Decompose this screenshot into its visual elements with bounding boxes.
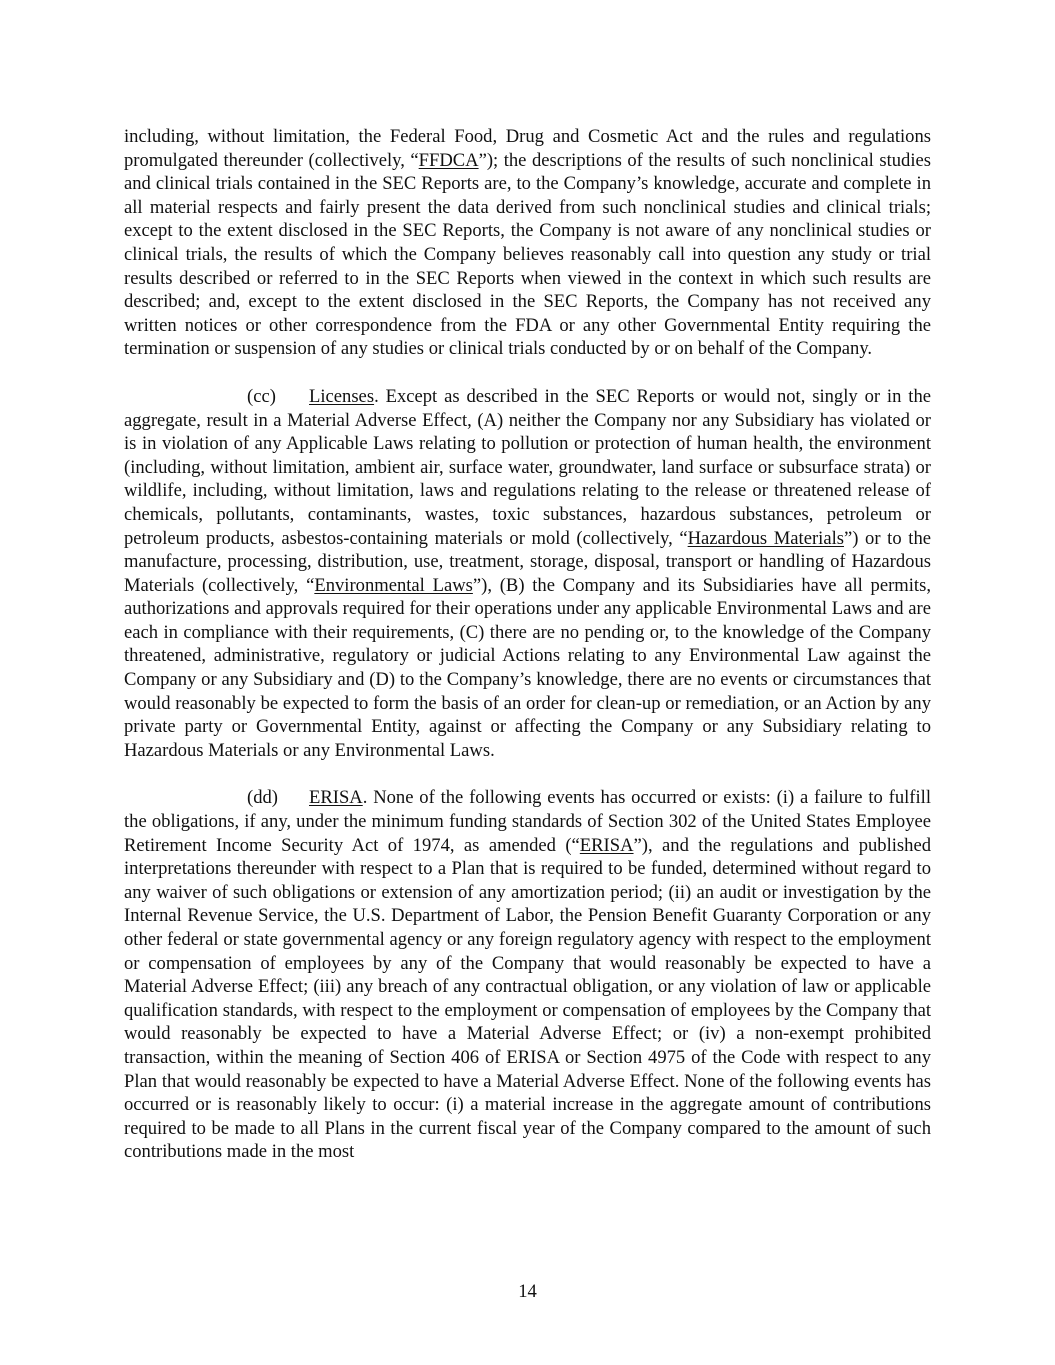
defined-term-hazardous-materials: Hazardous Materials bbox=[687, 527, 844, 549]
section-heading-licenses: Licenses bbox=[309, 385, 375, 407]
text-run: ”); the descriptions of the results of such nonclinical studies and clinical trials contained in the SEC Reports are, to the Company’s knowledge, accurate and complete in all material respects and fairly present the data derived from such nonclinical studies and clinical trials; except to the extent disclosed in the SEC Reports, the Company is not aware of any nonclinical studies or clinical trials, the results of which the Company believes reasonably call into question any study or trial results described or referred to in the SEC Reports when viewed in the context in which such results are described; and, except to the extent disclosed in the SEC Reports, the Company has not received any written notices or other correspondence from the FDA or any other Governmental Entity requiring the termination or suspension of any studies or clinical trials conducted by or on behalf of the Company. bbox=[124, 149, 931, 360]
text-run: ”) or to the manufacture, processing, distribution, use, treatment, storage, disposal, transport or handling of Hazardous Materials (collectively, “ bbox=[124, 527, 931, 596]
document-body bbox=[124, 125, 931, 1188]
paragraph-ffdca-continuation bbox=[124, 125, 931, 361]
paragraph-cc-licenses bbox=[124, 385, 931, 763]
page-number: 14 bbox=[518, 1281, 537, 1302]
section-heading-erisa: ERISA bbox=[309, 787, 363, 809]
text-run: . Except as described in the SEC Reports or would not, singly or in the aggregate, result in a Material Adverse Effect, (A) neither the Company nor any Subsidiary has violated or is in violation of any Applicable Laws relating to pollution or protection of human health, the environment (including, without limitation, ambient air, surface water, groundwater, land surface or subsurface strata) or wildlife, including, without limitation, laws and regulations relating to the release or threatened release of chemicals, pollutants, contaminants, wastes, toxic substances, hazardous substances, petroleum or petroleum products, asbestos-containing materials or mold (collectively, “ bbox=[124, 385, 931, 549]
defined-term-ffdca: FFDCA bbox=[418, 149, 479, 171]
defined-term-environmental-laws: Environmental Laws bbox=[314, 574, 473, 596]
text-run: ”), (B) the Company and its Subsidiaries have all permits, authorizations and approvals required for their operations under any applicable Environmental Laws and are each in compliance with their requirements, (C) there are no pending or, to the knowledge of the Company threatened, administrative, regulatory or judicial Actions relating to any Environmental Law against the Company or any Subsidiary and (D) to the Company’s knowledge, there are no events or circumstances that would reasonably be expected to form the basis of an order for clean-up or remediation, or an Action by any private party or Governmental Entity, against or affecting the Company or any Subsidiary relating to Hazardous Materials or any Environmental Laws. bbox=[124, 574, 931, 761]
section-number-dd: (dd) bbox=[247, 787, 278, 809]
section-number-cc: (cc) bbox=[247, 385, 276, 407]
paragraph-dd-erisa bbox=[124, 786, 931, 1164]
text-run: . None of the following events has occurred or exists: (i) a failure to fulfill the obligations, if any, under the minimum funding standards of Section 302 of the United States Employee Retirement Income Security Act of 1974, as amended (“ bbox=[124, 787, 931, 856]
text-run: ”), and the regulations and published interpretations thereunder with respect to a Plan that is required to be funded, determined without regard to any waiver of such obligations or extension of any amortization period; (ii) an audit or investigation by the Internal Revenue Service, the U.S. Department of Labor, the Pension Benefit Guaranty Corporation or any other federal or state governmental agency or any foreign regulatory agency with respect to the employment or compensation of employees by any of the Company that would reasonably be expected to have a Material Adverse Effect; (iii) any breach of any contractual obligation, or any violation of law or applicable qualification standards, with respect to the employment or compensation of employees by the Company that would reasonably be expected to have a Material Adverse Effect; or (iv) a non-exempt prohibited transaction, within the meaning of Section 406 of ERISA or Section 4975 of the Code with respect to any Plan that would reasonably be expected to have a Material Adverse Effect. None of the following events has occurred or is reasonably likely to occur: (i) a material increase in the aggregate amount of contributions required to be made to all Plans in the current fiscal year of the Company compared to the amount of such contributions made in the most bbox=[124, 834, 931, 1163]
defined-term-erisa: ERISA bbox=[579, 834, 634, 856]
text-run: including, without limitation, the Federal Food, Drug and Cosmetic Act and the rules and regulations promulgated thereunder (collectively, “ bbox=[124, 126, 931, 171]
